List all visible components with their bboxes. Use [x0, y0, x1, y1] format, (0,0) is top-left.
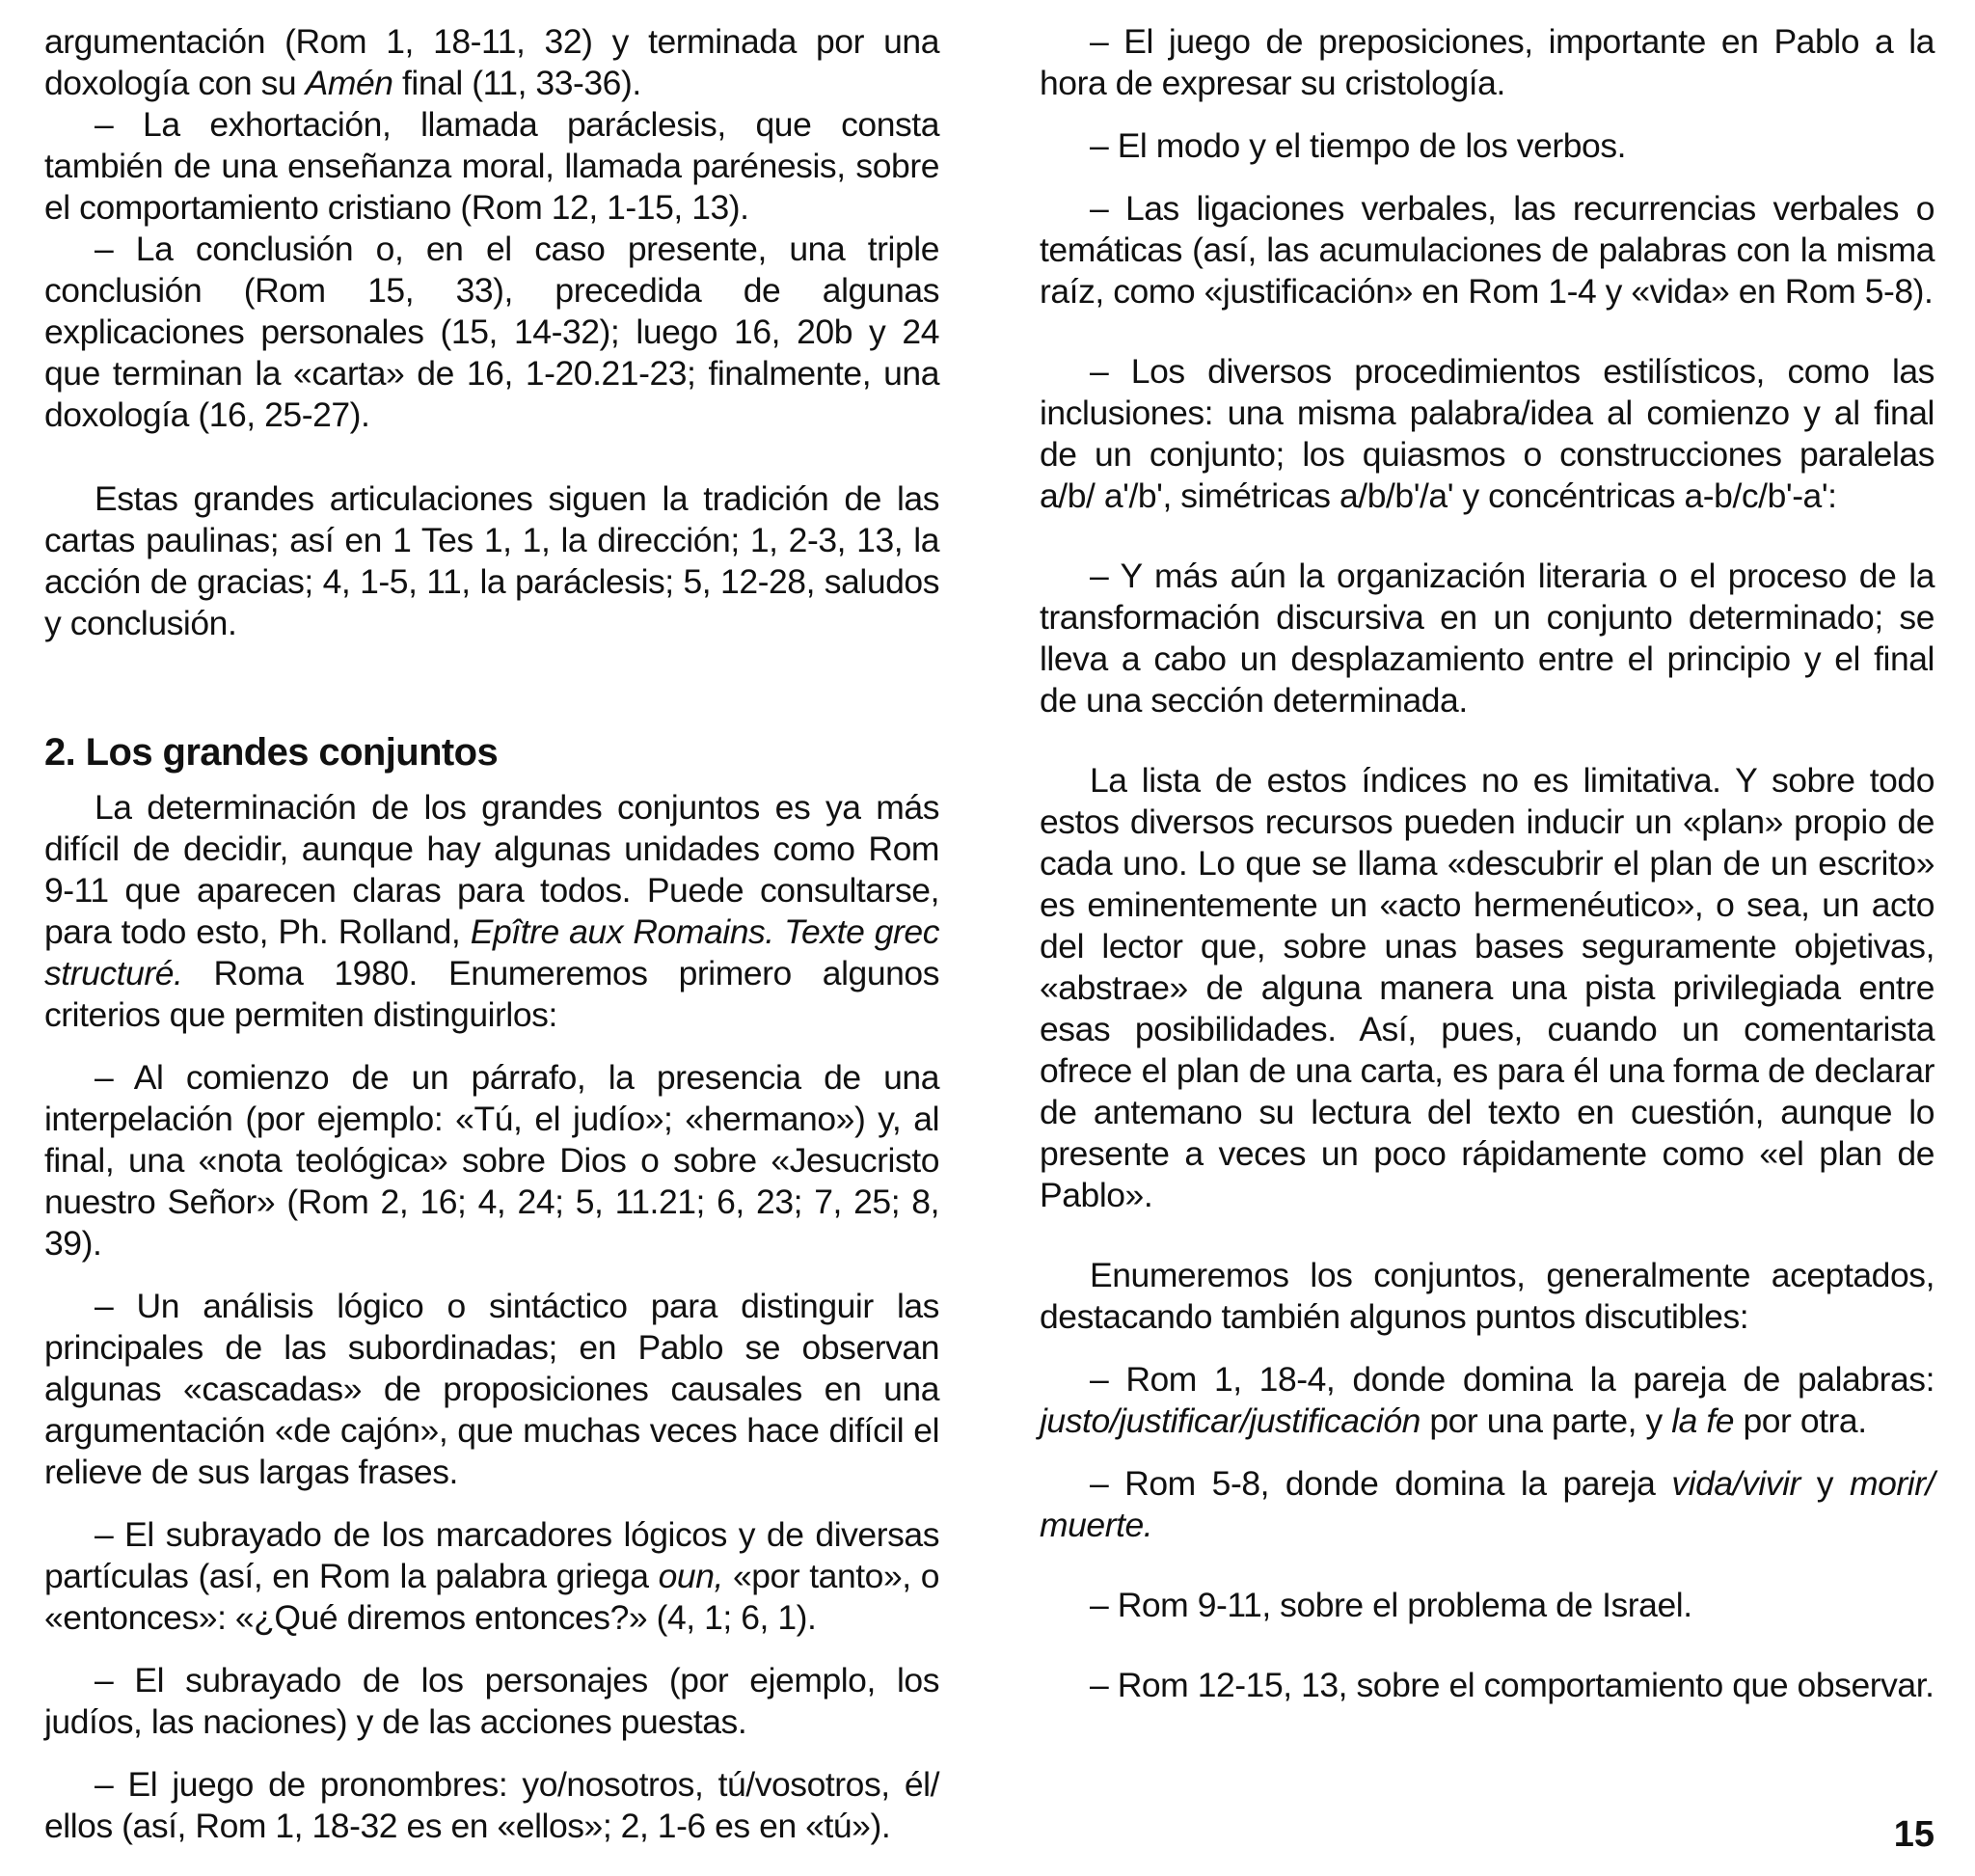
text-span: y [1799, 1464, 1850, 1503]
list-item: – Al comienzo de un párrafo, la presencia de una interpelación (por ejemplo: «Tú, el judío»; «hermano») y, al final, una «nota teológica» sobre Dios o sobre «Jesucristo nuestro Señor» (Rom 2, 16; 4, 24; 5, 11.21; 6, 23; 7, 25; 8, 39). [44, 1058, 939, 1263]
list-item: – Los diversos procedimientos estilísticos, como las inclusiones: una misma palabra/idea al comienzo y al final de un conjunto; los quiasmos o construcciones paralelas a/b/ a'/b', simétricas a/b/b'/a' y concéntricas a-b/c/b'-a': [1040, 352, 1934, 515]
right-column [1040, 21, 1934, 1706]
list-item: – El juego de preposiciones, importante en Pablo a la hora de expresar su cristología. [1040, 22, 1934, 102]
list-item: – Rom 12-15, 13, sobre el comportamiento que observar. [1090, 1666, 1934, 1704]
list-item [1040, 1463, 1934, 1546]
italic-text: la fe [1671, 1401, 1735, 1440]
list-item: – La conclusión o, en el caso presente, una triple conclusión (Rom 15, 33), precedida de algunas explicaciones personales (15, 14-32); luego 16, 20b y 24 que terminan la «carta» de 16, 1-20.21-23; finalmente, una doxología (16, 25-27). [44, 230, 939, 434]
list-item [1040, 1359, 1934, 1442]
text-span: – Rom 1, 18-4, donde domina la pareja de palabras: [1090, 1360, 1934, 1399]
list-item [44, 1514, 939, 1639]
text-span: «por tanto», o «entonces»: «¿Qué diremos entonces?» (4, 1; 6, 1). [44, 1557, 939, 1637]
paragraph [44, 21, 939, 104]
text-span: por otra. [1734, 1401, 1867, 1440]
paragraph: Estas grandes articulaciones siguen la tradición de las cartas paulinas; así en 1 Tes 1, 1, la dirección; 1, 2-3, 13, la acción de gracias; 4, 1-5, 11, la paráclesis; 5, 12-28, saludos y conclusión. [44, 479, 939, 642]
list-item: – El modo y el tiempo de los verbos. [1090, 126, 1627, 165]
list-item: – Rom 9-11, sobre el problema de Israel. [1090, 1586, 1692, 1624]
list-item: – Un análisis lógico o sintáctico para distinguir las principales de las subordinadas; en Pablo se observan algunas «cascadas» de proposiciones causales en una argumentación «de cajón», que muchas veces hace difícil el relieve de sus largas frases. [44, 1287, 939, 1491]
text-span: por una parte, y [1420, 1401, 1672, 1440]
list-item: – El subrayado de los personajes (por ejemplo, los judíos, las naciones) y de las acciones puestas. [44, 1661, 939, 1741]
text-span: – El subrayado de los marcadores lógicos y de diversas partículas (así, en Rom la palabra griega [44, 1515, 939, 1595]
list-item: – La exhortación, llamada paráclesis, que consta también de una enseñanza moral, llamada parénesis, sobre el comportamiento cristiano (Rom 12, 1-15, 13). [44, 105, 939, 227]
list-item: – Y más aún la organización literaria o el proceso de la transformación discursiva en un conjunto determinado; se lleva a cabo un desplazamiento entre el principio y el final de una sección determinada. [1040, 557, 1934, 720]
list-item: – Las ligaciones verbales, las recurrencias verbales o temáticas (así, las acumulaciones de palabras con la misma raíz, como «justificación» en Rom 1-4 y «vida» en Rom 5-8). [1040, 189, 1934, 311]
italic-text: justo/justificar/justificación [1040, 1401, 1420, 1440]
text-span: Roma 1980. Enumeremos primero algunos criterios que permiten distinguirlos: [44, 954, 939, 1034]
italic-text: oun, [658, 1557, 723, 1595]
list-item: – El juego de pronombres: yo/nosotros, tú/vosotros, él/ ellos (así, Rom 1, 18-32 es en «ellos»; 2, 1-6 es en «tú»). [44, 1765, 939, 1845]
text-span: – Rom 5-8, donde domina la pareja [1090, 1464, 1672, 1503]
left-column [44, 21, 939, 1847]
paragraph: Enumeremos los conjuntos, generalmente aceptados, destacando también algunos puntos discutibles: [1040, 1256, 1934, 1336]
section-heading: 2. Los grandes conjuntos [44, 731, 499, 774]
text-span: La determinación de los grandes conjuntos es ya más difícil de decidir, aunque hay algunas unidades como Rom 9-11 que aparecen claras para todos. Puede consultarse, para todo esto, Ph. Rolland, [44, 788, 939, 951]
text-span: argumentación (Rom 1, 18-11, 32) y terminada por una doxología con su [44, 22, 939, 102]
paragraph [44, 787, 939, 1036]
italic-text: Epître aux Romains. Texte grec structuré. [44, 912, 939, 992]
text-span: final (11, 33-36). [392, 64, 641, 102]
paragraph: La lista de estos índices no es limitativa. Y sobre todo estos diversos recursos pueden inducir un «plan» propio de cada uno. Lo que se llama «descubrir el plan de un escrito» es eminentemente un «acto hermenéutico», o sea, un acto del lector que, sobre unas bases seguramente objetivas, «abstrae» de alguna manera una pista privilegiada entre esas posibilidades. Así, pues, cuando un comentarista ofrece el plan de una carta, es para él una forma de declarar de antemano su lectura del texto en cuestión, aunque lo presente a veces un poco rápidamente como «el plan de Pablo». [1040, 761, 1934, 1214]
page-number: 15 [1893, 1814, 1934, 1855]
italic-text: vida/vivir [1671, 1464, 1800, 1503]
italic-text: Amén [305, 64, 393, 102]
italic-text: morir/ muerte. [1040, 1464, 1934, 1544]
